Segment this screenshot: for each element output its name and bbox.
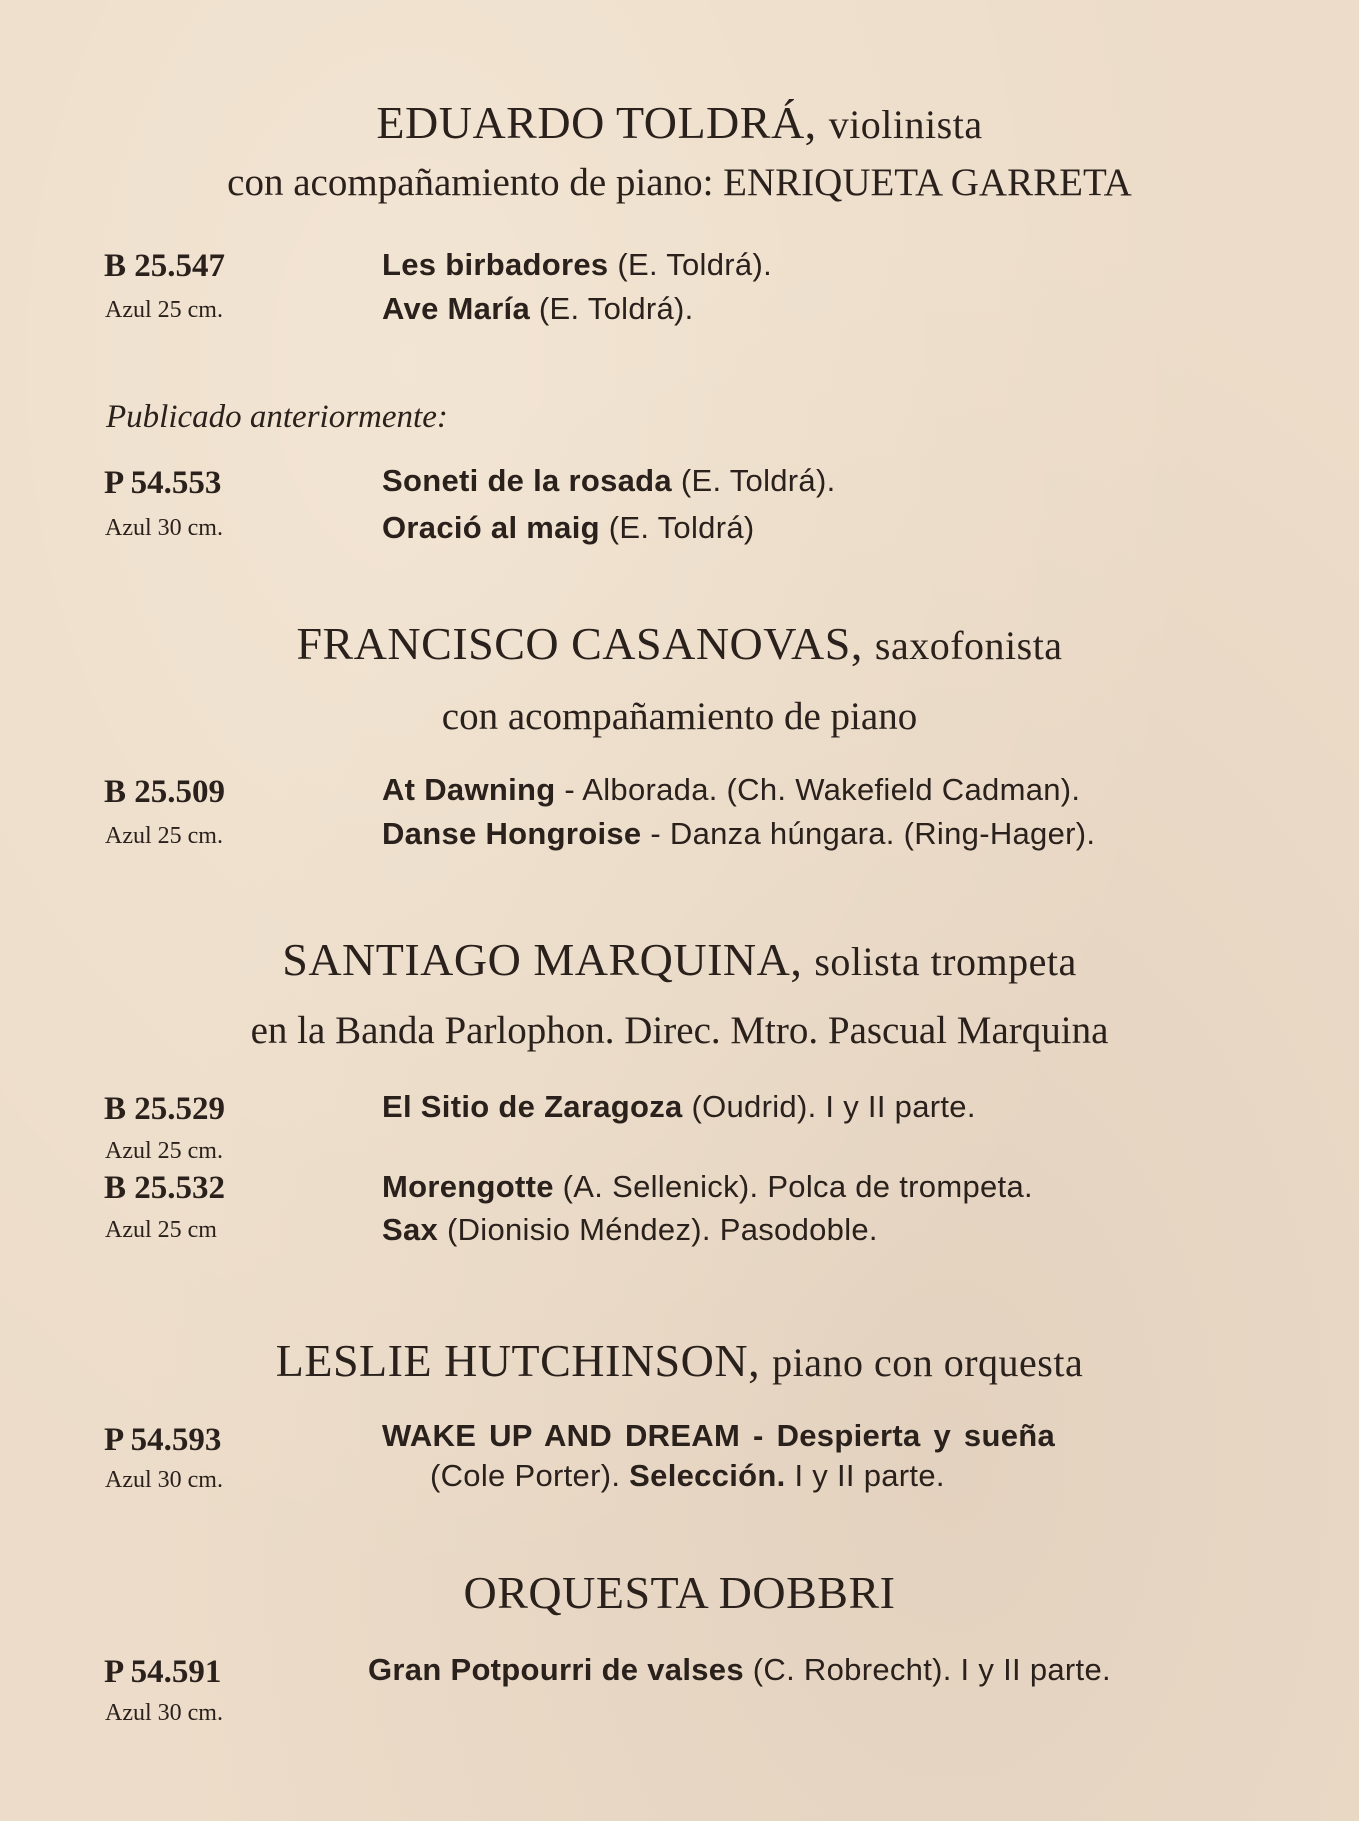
artist-role: piano con orquesta: [772, 1340, 1084, 1385]
artist-name: LESLIE HUTCHINSON,: [275, 1335, 761, 1386]
track-detail: (E. Toldrá).: [608, 247, 772, 282]
track-detail: (Dionisio Méndez). Pasodoble.: [438, 1212, 878, 1247]
artist-name: ORQUESTA DOBBRI: [463, 1567, 896, 1618]
artist-role: saxofonista: [874, 623, 1063, 668]
record-size: Azul 25 cm.: [105, 1138, 223, 1164]
catalog-number: B 25.532: [104, 1170, 226, 1206]
track-line: [382, 1420, 1055, 1451]
track-detail: - Alborada. (Ch. Wakefield Cadman).: [555, 772, 1081, 807]
track-title: Sax: [382, 1212, 439, 1247]
section-subtitle-toldra: con acompañamiento de piano: ENRIQUETA GARRETA: [227, 161, 1132, 204]
track-line: [382, 774, 1080, 805]
track-title: Danse Hongroise: [382, 816, 642, 851]
section-heading-hutchinson: [0, 1335, 1359, 1386]
catalog-number: P 54.553: [104, 465, 222, 501]
track-line: [368, 1654, 1111, 1685]
track-line: [430, 1460, 945, 1491]
track-line: [382, 465, 836, 496]
track-detail: (E. Toldrá).: [671, 463, 836, 498]
record-size: Azul 30 cm.: [105, 515, 223, 541]
track-detail: (Oudrid). I y II parte.: [682, 1089, 976, 1124]
section-subtitle-marquina: en la Banda Parlophon. Direc. Mtro. Pascual Marquina: [250, 1009, 1109, 1052]
track-line: [382, 1214, 878, 1245]
track-line: [382, 512, 754, 543]
section-heading-dobbri: [0, 1567, 1359, 1618]
track-title: Les birbadores: [382, 247, 609, 282]
catalog-number: B 25.509: [104, 774, 226, 810]
previously-published-note: Publicado anteriormente:: [106, 399, 448, 435]
track-line: [382, 818, 1095, 849]
track-line: [382, 1091, 976, 1122]
track-title: Gran Potpourri de valses: [368, 1652, 744, 1687]
record-size: Azul 30 cm.: [105, 1700, 223, 1726]
record-size: Azul 25 cm: [105, 1217, 217, 1243]
track-title: Soneti de la rosada: [382, 463, 672, 498]
artist-name: FRANCISCO CASANOVAS,: [296, 618, 863, 669]
track-line: [382, 249, 772, 280]
track-detail: (A. Sellenick). Polca de trompeta.: [553, 1169, 1033, 1204]
track-detail: (E. Toldrá): [599, 510, 755, 545]
section-heading-casanovas: [0, 618, 1359, 669]
track-title: WAKE UP AND DREAM - Despierta y sueña: [382, 1418, 1056, 1453]
section-heading-toldra: [0, 97, 1359, 148]
catalog-number: P 54.591: [104, 1654, 222, 1690]
track-title: Oració al maig: [382, 510, 600, 545]
catalog-number: P 54.593: [104, 1422, 222, 1458]
artist-name: EDUARDO TOLDRÁ,: [376, 97, 817, 148]
track-detail: (E. Toldrá).: [530, 291, 694, 326]
record-size: Azul 25 cm.: [105, 297, 223, 323]
section-subtitle-casanovas: con acompañamiento de piano: [441, 695, 918, 738]
track-detail: (C. Robrecht). I y II parte.: [743, 1652, 1111, 1687]
track-detail: I y II parte.: [785, 1458, 945, 1493]
catalog-number: B 25.529: [104, 1091, 226, 1127]
section-heading-marquina: [0, 934, 1359, 985]
catalog-number: B 25.547: [104, 248, 226, 284]
track-title: At Dawning: [382, 772, 556, 807]
track-detail: (Cole Porter).: [430, 1458, 630, 1493]
track-title: El Sitio de Zaragoza: [382, 1089, 683, 1124]
artist-name: SANTIAGO MARQUINA,: [282, 934, 803, 985]
artist-role: violinista: [828, 102, 983, 147]
artist-role: solista trompeta: [814, 939, 1077, 984]
record-size: Azul 30 cm.: [105, 1467, 223, 1493]
track-detail: - Danza húngara. (Ring-Hager).: [641, 816, 1096, 851]
record-size: Azul 25 cm.: [105, 823, 223, 849]
track-title: Ave María: [382, 291, 531, 326]
track-line: [382, 1171, 1033, 1202]
track-title: Selección.: [629, 1458, 786, 1493]
track-title: Morengotte: [382, 1169, 554, 1204]
track-line: [382, 293, 694, 324]
